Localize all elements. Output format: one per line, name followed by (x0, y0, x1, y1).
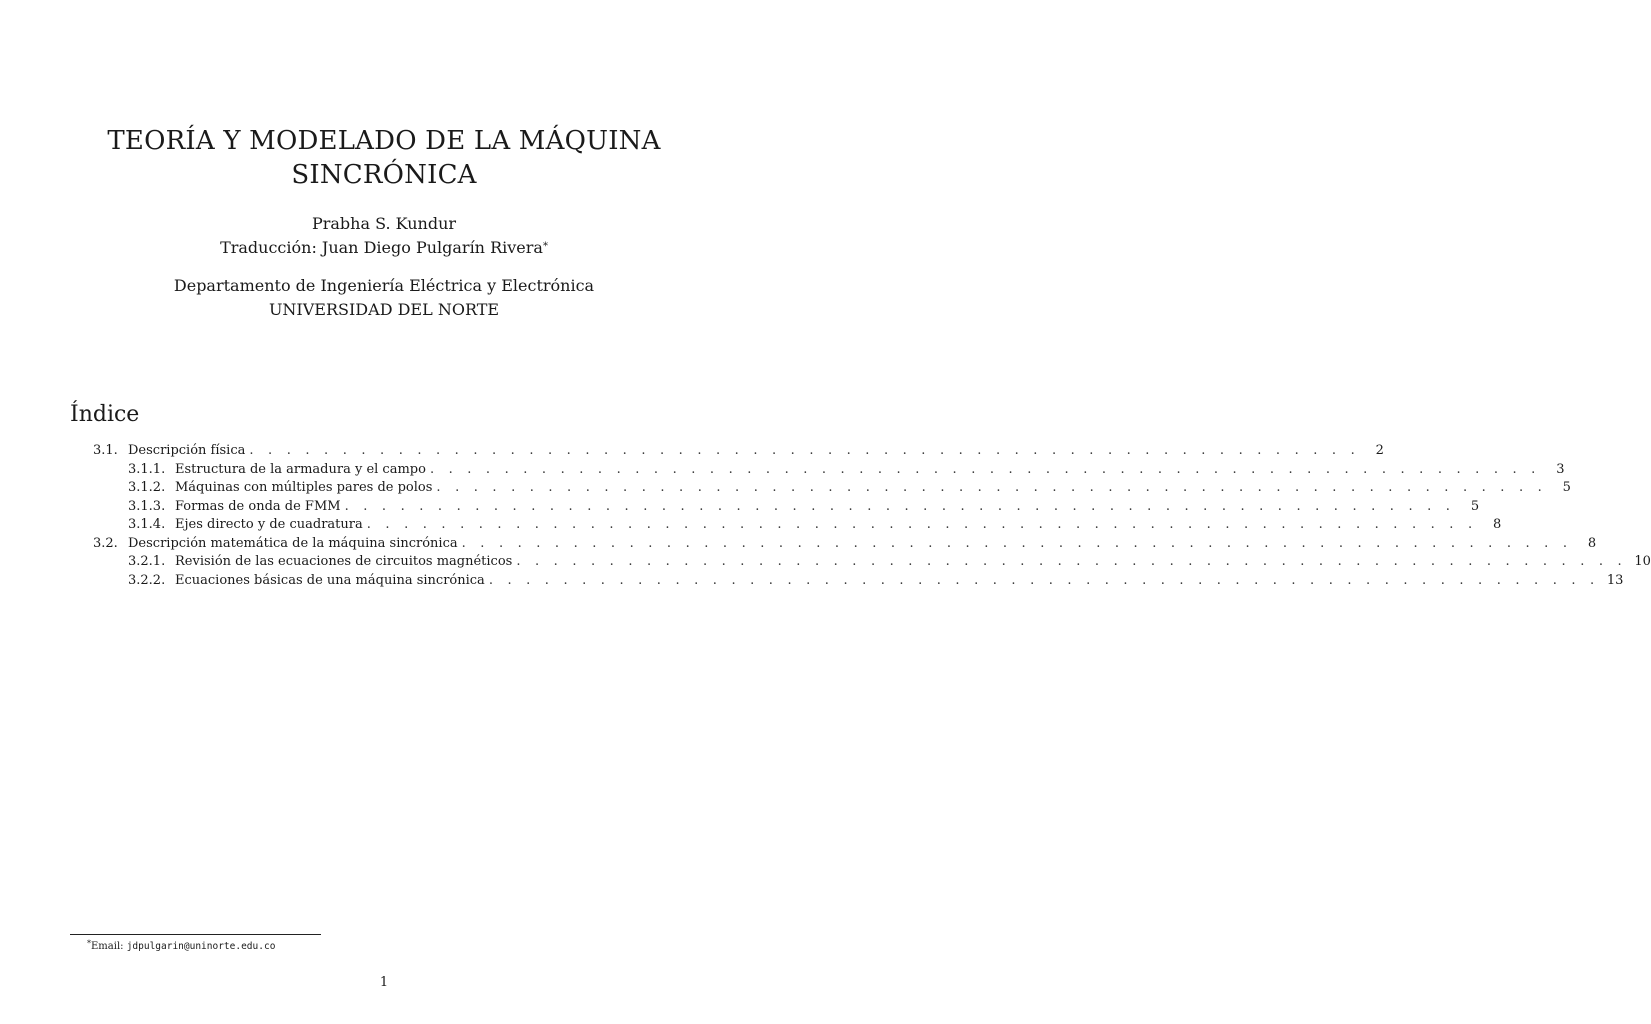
title-line-1: TEORÍA Y MODELADO DE LA MÁQUINA (107, 126, 661, 156)
toc-entry[interactable] (93, 443, 1384, 462)
footnote-email-link[interactable]: jdpulgarin@uninorte.edu.co (126, 941, 276, 952)
toc-entry-leader: . . . . . . . . . . . . . . . . . . . . . . . . . . . . . . . . . . . . . . . . . . . . . . . . . . . . . . . . . . . . (461, 535, 1573, 551)
department-name: Departamento de Ingeniería Eléctrica y Electrónica (173, 276, 595, 295)
toc-entry-number: 3.2.2. (128, 572, 166, 588)
toc-entry-page: 13 (1606, 572, 1624, 588)
toc-entry-leader: . . . . . . . . . . . . . . . . . . . . . . . . . . . . . . . . . . . . . . . . . . . . . . . . . . . . . . . . . . . . (488, 572, 1600, 588)
toc-entry-number: 3.1.2. (128, 480, 166, 495)
toc-heading: Índice (70, 402, 140, 427)
toc-entry-title: Formas de onda de FMM (175, 498, 341, 514)
page-number: 1 (379, 975, 389, 990)
toc-entry-number: 3.2. (93, 535, 118, 551)
toc-entry[interactable] (93, 517, 1502, 536)
footnote-marker: * (87, 939, 91, 948)
footnote-label: Email: (91, 941, 127, 952)
toc-entry-title: Ejes directo y de cuadratura (175, 517, 363, 532)
toc-entry-leader: . . . . . . . . . . . . . . . . . . . . . . . . . . . . . . . . . . . . . . . . . . . . . . . . . . . . . . . . . . . . (366, 517, 1478, 532)
toc-entry-leader: . . . . . . . . . . . . . . . . . . . . . . . . . . . . . . . . . . . . . . . . . . . . . . . . . . . . . . . . . . . . (344, 498, 1456, 514)
toc-entry-page: 8 (1587, 535, 1597, 551)
toc-entry-number: 3.2.1. (128, 554, 166, 569)
toc-entry-title: Ecuaciones básicas de una máquina sincrónica (175, 572, 485, 588)
toc-entry[interactable] (93, 480, 1571, 499)
university-name: UNIVERSIDAD DEL NORTE (268, 300, 500, 319)
translator-name: Traducción: Juan Diego Pulgarín Rivera (220, 238, 543, 257)
document-title (0, 124, 768, 192)
toc-entry-title: Máquinas con múltiples pares de polos (175, 480, 433, 495)
toc-entry[interactable] (93, 572, 1624, 592)
toc-entry[interactable] (93, 498, 1480, 518)
toc-entry-leader: . . . . . . . . . . . . . . . . . . . . . . . . . . . . . . . . . . . . . . . . . . . . . . . . . . . . . . . . . . . . (429, 461, 1541, 477)
toc-entry-leader: . . . . . . . . . . . . . . . . . . . . . . . . . . . . . . . . . . . . . . . . . . . . . . . . . . . . . . . . . . . . (516, 554, 1627, 569)
author-block (0, 212, 768, 260)
footnote (87, 940, 275, 954)
toc-entry-page: 5 (1470, 498, 1480, 514)
table-of-contents (93, 443, 1651, 591)
toc-entry-title: Estructura de la armadura y el campo (175, 461, 426, 477)
author-name: Prabha S. Kundur (311, 214, 457, 233)
toc-entry-number: 3.1.4. (128, 517, 166, 532)
toc-entry-title: Revisión de las ecuaciones de circuitos magnéticos (175, 554, 513, 569)
toc-entry-title: Descripción matemática de la máquina sincrónica (128, 535, 458, 551)
title-line-2: SINCRÓNICA (291, 160, 477, 190)
toc-entry-leader: . . . . . . . . . . . . . . . . . . . . . . . . . . . . . . . . . . . . . . . . . . . . . . . . . . . . . . . . . . . . (436, 480, 1547, 495)
toc-entry-leader: . . . . . . . . . . . . . . . . . . . . . . . . . . . . . . . . . . . . . . . . . . . . . . . . . . . . . . . . . . . . (249, 443, 1360, 458)
toc-entry-number: 3.1.1. (128, 461, 166, 477)
toc-entry-title: Descripción física (128, 443, 246, 458)
toc-entry[interactable] (93, 554, 1651, 573)
toc-entry-page: 2 (1375, 443, 1384, 458)
toc-entry-page: 10 (1634, 554, 1651, 569)
affiliation-block (0, 274, 768, 322)
toc-entry-page: 8 (1493, 517, 1502, 532)
toc-entry-page: 3 (1556, 461, 1565, 477)
toc-entry-number: 3.1.3. (128, 498, 166, 514)
footnote-ref[interactable]: * (542, 241, 548, 252)
toc-entry-page: 5 (1562, 480, 1571, 495)
toc-entry[interactable] (93, 535, 1597, 555)
toc-entry-number: 3.1. (93, 443, 118, 458)
translator-line (0, 236, 768, 260)
footnote-divider (70, 934, 321, 935)
toc-entry[interactable] (93, 461, 1565, 481)
